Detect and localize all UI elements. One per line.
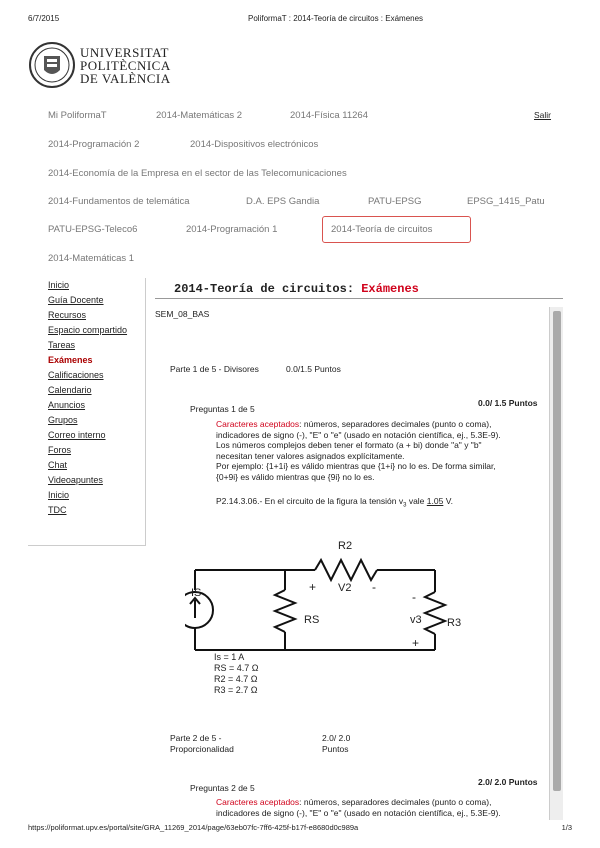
sidebar-item-chat[interactable]: Chat [48,460,68,470]
q2-accepted-chars: Caracteres aceptados: números, separadores decimales (punto o coma), indicadores de signo (-), "E" o "e" (usado en notación científica, ej., 5.3E-9). [216,797,501,818]
sidebar-item-guia-docente[interactable]: Guía Docente [48,295,104,305]
sidebar-item-calificaciones[interactable]: Calificaciones [48,370,104,380]
salir-link[interactable]: Salir [534,110,552,120]
tab-patu-epsg-teleco6[interactable]: PATU-EPSG-Teleco6 [48,224,138,235]
sidebar-item-espacio-compartido[interactable]: Espacio compartido [48,325,128,335]
q1-question: P2.14.3.06.- En el circuito de la figura la tensión $v_3$ vale 1.05 V. [216,496,453,509]
tab-epsg-1415-patu[interactable]: EPSG_1415_Patu [467,196,545,207]
tab-matematicas-1[interactable]: 2014-Matemáticas 1 [48,253,135,264]
tab-programacion-1[interactable]: 2014-Programación 1 [186,224,278,235]
sidebar-item-videoapuntes[interactable]: Videoapuntes [48,475,103,485]
circuit-v2-plus: + [309,580,317,594]
tab-economia[interactable]: 2014-Economía de la Empresa en el sector de las Telecomunicaciones [48,168,347,179]
tab-fisica[interactable]: 2014-Física 11264 [290,110,368,121]
circuit-v2-minus: - [372,580,376,594]
circuit-label-v2: V2 [338,582,352,594]
print-date: 6/7/2015 [28,14,60,23]
tab-da-eps-gandia[interactable]: D.A. EPS Gandia [246,196,320,207]
part2-label: Parte 2 de 5 - Proporcionalidad [170,733,234,754]
circuit-diagram [185,540,465,660]
sidebar-item-recursos[interactable]: Recursos [48,310,87,320]
circuit-label-v3: v3 [410,614,422,626]
tab-matematicas-2[interactable]: 2014-Matemáticas 2 [156,110,243,121]
sidebar-item-grupos[interactable]: Grupos [48,415,78,425]
university-name: UNIVERSITAT POLITÈCNICA DE VALÈNCIA [80,45,171,86]
page-title: 2014-Teoría de circuitos: Exámenes [174,282,419,296]
sidebar-item-inicio[interactable]: Inicio [48,280,70,290]
sidebar-item-foros[interactable]: Foros [48,445,72,455]
q1-accepted-chars: Caracteres aceptados: números, separadores decimales (punto o coma), indicadores de signo (-), "E" o "e" (usado en notación científica, ej., 5.3E-9). Los números complejos deben tener el formato (a + bi) donde "a" y "b" necesitan tener valores asignados explícitamente. Por ejemplo: {1+1i} es válido mientras que {1+i} no lo es. De forma similar, {0+9i} es válido mientras que {9i} no lo es. [216,419,501,482]
upv-seal-icon [28,40,76,90]
tool-sidebar [28,278,146,546]
sidebar-item-correo-interno[interactable]: Correo interno [48,430,106,440]
part1-points: 0.0/1.5 Puntos [286,364,341,374]
sidebar-item-calendario[interactable]: Calendario [48,385,92,395]
tab-fundamentos-telematica[interactable]: 2014-Fundamentos de telemática [48,196,190,207]
tab-patu-epsg[interactable]: PATU-EPSG [368,196,422,207]
print-title: PoliformaT : 2014-Teoría de circuitos : Exámenes [248,14,424,23]
q2-score: 2.0/ 2.0 Puntos [478,777,538,787]
content-scrollbar[interactable] [549,307,563,820]
q1-header: Preguntas 1 de 5 [190,404,255,414]
sidebar-item-examenes[interactable]: Exámenes [48,355,93,365]
tab-mi-poliformat[interactable]: Mi PoliformaT [48,110,107,121]
circuit-label-rs: RS [304,614,320,626]
exam-name: SEM_08_BAS [155,309,210,319]
print-page-number: 1/3 [561,823,572,832]
scrollbar-thumb[interactable] [553,311,561,791]
circuit-v3-minus: - [412,590,416,604]
title-divider [155,298,563,299]
circuit-label-r3: R3 [447,617,462,629]
q2-header: Preguntas 2 de 5 [190,783,255,793]
circuit-label-r2: R2 [338,540,353,552]
circuit-v3-plus: + [412,636,420,650]
sidebar-item-tareas[interactable]: Tareas [48,340,76,350]
sidebar-item-anuncios[interactable]: Anuncios [48,400,86,410]
print-url: https://poliformat.upv.es/portal/site/GRA_11269_2014/page/63eb07fc-7ff6-425f-b17f-e8680d0c989a [28,823,359,832]
part1-label: Parte 1 de 5 - Divisores [170,364,259,374]
tab-dispositivos[interactable]: 2014-Dispositivos electrónicos [190,139,319,150]
tab-teoria-circuitos[interactable]: 2014-Teoría de circuitos [322,216,471,243]
circuit-label-is: IS [191,587,202,599]
tab-programacion-2[interactable]: 2014-Programación 2 [48,139,140,150]
university-logo[interactable] [28,40,178,96]
q1-answer[interactable]: 1.05 [426,496,444,506]
sidebar-item-tdc[interactable]: TDC [48,505,67,515]
part2-points: 2.0/ 2.0 Puntos [322,733,351,754]
q1-values: Is = 1 A RS = 4.7 Ω R2 = 4.7 Ω R3 = 2.7 Ω [214,652,259,695]
sidebar-item-inicio-2[interactable]: Inicio [48,490,70,500]
q1-score: 0.0/ 1.5 Puntos [478,398,538,408]
